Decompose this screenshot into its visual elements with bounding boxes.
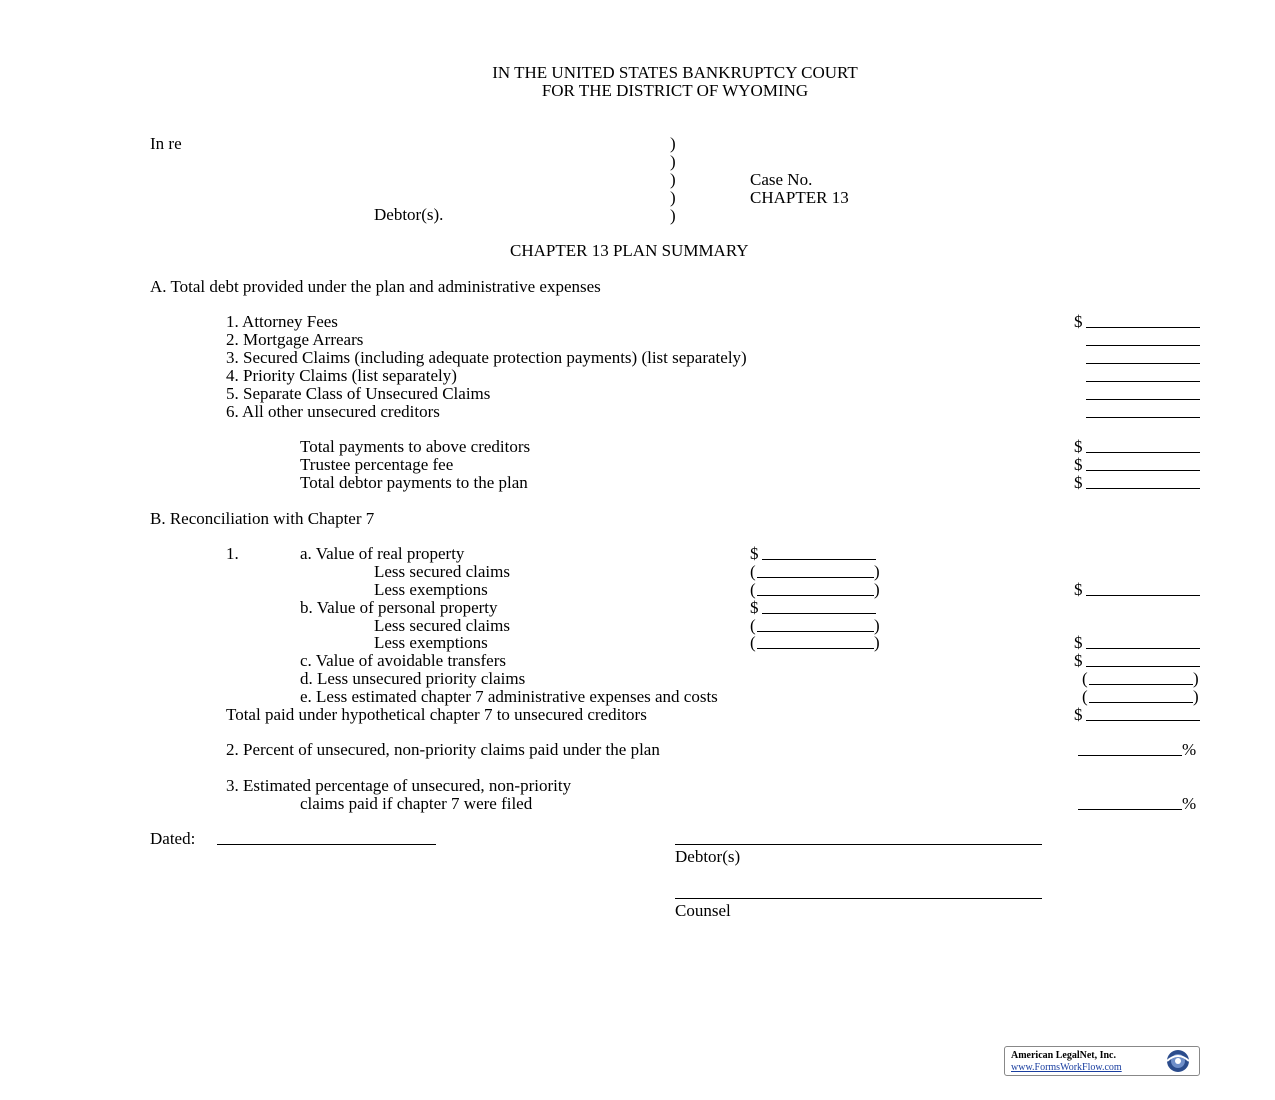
counsel-signature-line[interactable] bbox=[675, 884, 1042, 899]
court-district: FOR THE DISTRICT OF WYOMING bbox=[541, 81, 809, 100]
total-hypothetical-label: Total paid under hypothetical chapter 7 to unsecured creditors bbox=[226, 705, 647, 724]
dollar-sign: $ bbox=[1074, 633, 1083, 652]
date-input[interactable] bbox=[217, 830, 436, 845]
item-attorney-fees: 1. Attorney Fees bbox=[226, 312, 338, 331]
debtor-signature-label: Debtor(s) bbox=[675, 847, 741, 866]
item-secured-claims: 3. Secured Claims (including adequate protection payments) (list separately) bbox=[226, 348, 747, 367]
percent-paid-plan-label: 2. Percent of unsecured, non-priority claims paid under the plan bbox=[226, 740, 660, 759]
in-re-label: In re bbox=[150, 134, 182, 153]
other-unsecured-input[interactable] bbox=[1086, 403, 1200, 418]
real-property-label: a. Value of real property bbox=[300, 544, 465, 563]
avoidable-transfers-label: c. Value of avoidable transfers bbox=[300, 651, 506, 670]
admin-expenses-deduct-input[interactable] bbox=[1089, 688, 1193, 703]
dated-label: Dated: bbox=[150, 829, 196, 848]
close-paren: ) bbox=[1193, 687, 1199, 706]
estimated-percentage-input[interactable] bbox=[1078, 795, 1182, 810]
personal-net-input[interactable] bbox=[1086, 634, 1200, 649]
dollar-sign: $ bbox=[1074, 455, 1083, 474]
dollar-sign: $ bbox=[1074, 580, 1083, 599]
item-1-number: 1. bbox=[226, 544, 239, 563]
separate-class-input[interactable] bbox=[1086, 385, 1200, 400]
item-other-unsecured: 6. All other unsecured creditors bbox=[226, 402, 440, 421]
case-no-label: Case No. bbox=[750, 170, 813, 189]
real-property-value-input[interactable] bbox=[762, 545, 876, 560]
item-separate-class: 5. Separate Class of Unsecured Claims bbox=[226, 384, 491, 403]
total-hypothetical-input[interactable] bbox=[1086, 706, 1200, 721]
total-debtor-payments-label: Total debtor payments to the plan bbox=[300, 473, 528, 492]
open-paren: ( bbox=[750, 562, 756, 581]
mortgage-arrears-input[interactable] bbox=[1086, 331, 1200, 346]
total-payments-input[interactable] bbox=[1086, 438, 1200, 453]
secured-claims-input[interactable] bbox=[1086, 349, 1200, 364]
open-paren: ( bbox=[750, 616, 756, 635]
dollar-sign: $ bbox=[750, 598, 759, 617]
caption-paren: ) bbox=[670, 170, 676, 189]
open-paren: ( bbox=[1082, 687, 1088, 706]
priority-claims-input[interactable] bbox=[1086, 367, 1200, 382]
dollar-sign: $ bbox=[1074, 651, 1083, 670]
percent-paid-plan-input[interactable] bbox=[1078, 741, 1182, 756]
open-paren: ( bbox=[750, 633, 756, 652]
open-paren: ( bbox=[1082, 669, 1088, 688]
caption-paren: ) bbox=[670, 188, 676, 207]
item-priority-claims: 4. Priority Claims (list separately) bbox=[226, 366, 457, 385]
attorney-fees-input[interactable] bbox=[1086, 313, 1200, 328]
caption-paren: ) bbox=[670, 206, 676, 225]
percent-sign: % bbox=[1182, 740, 1197, 759]
debtors-caption-label: Debtor(s). bbox=[374, 205, 444, 224]
priority-claims-label: d. Less unsecured priority claims bbox=[300, 669, 526, 688]
dollar-sign: $ bbox=[1074, 473, 1083, 492]
total-debtor-payments-input[interactable] bbox=[1086, 474, 1200, 489]
real-secured-claims-input[interactable] bbox=[757, 563, 874, 578]
real-net-input[interactable] bbox=[1086, 581, 1200, 596]
dollar-sign: $ bbox=[1074, 705, 1083, 724]
dollar-sign: $ bbox=[1074, 312, 1083, 331]
globe-icon bbox=[1161, 1048, 1195, 1074]
personal-property-label: b. Value of personal property bbox=[300, 598, 498, 617]
dollar-sign: $ bbox=[1074, 437, 1083, 456]
chapter-label: CHAPTER 13 bbox=[750, 188, 849, 207]
caption-paren: ) bbox=[670, 134, 676, 153]
caption-paren: ) bbox=[670, 152, 676, 171]
debtor-signature-line[interactable] bbox=[675, 830, 1042, 845]
less-exemptions-label: Less exemptions bbox=[374, 633, 488, 652]
priority-claims-deduct-input[interactable] bbox=[1089, 670, 1193, 685]
total-payments-label: Total payments to above creditors bbox=[300, 437, 531, 456]
admin-expenses-label: e. Less estimated chapter 7 administrative expenses and costs bbox=[300, 687, 718, 706]
open-paren: ( bbox=[750, 580, 756, 599]
item-mortgage-arrears: 2. Mortgage Arrears bbox=[226, 330, 364, 349]
close-paren: ) bbox=[874, 633, 880, 652]
logo-company-name: American LegalNet, Inc. bbox=[1011, 1050, 1116, 1061]
section-b-heading: B. Reconciliation with Chapter 7 bbox=[150, 509, 375, 528]
less-secured-label: Less secured claims bbox=[374, 616, 510, 635]
real-exemptions-input[interactable] bbox=[757, 581, 874, 596]
counsel-signature-label: Counsel bbox=[675, 901, 731, 920]
personal-property-value-input[interactable] bbox=[762, 599, 876, 614]
estimated-percentage-label-cont: claims paid if chapter 7 were filed bbox=[300, 794, 533, 813]
personal-secured-claims-input[interactable] bbox=[757, 617, 874, 632]
trustee-fee-input[interactable] bbox=[1086, 456, 1200, 471]
dollar-sign: $ bbox=[750, 544, 759, 563]
page-title: CHAPTER 13 PLAN SUMMARY bbox=[510, 241, 749, 260]
close-paren: ) bbox=[1193, 669, 1199, 688]
avoidable-transfers-input[interactable] bbox=[1086, 652, 1200, 667]
percent-sign: % bbox=[1182, 794, 1197, 813]
personal-exemptions-input[interactable] bbox=[757, 634, 874, 649]
estimated-percentage-label: 3. Estimated percentage of unsecured, non-priority bbox=[226, 776, 572, 795]
section-a-heading: A. Total debt provided under the plan and administrative expenses bbox=[150, 277, 601, 296]
close-paren: ) bbox=[874, 562, 880, 581]
court-name: IN THE UNITED STATES BANKRUPTCY COURT bbox=[492, 63, 858, 82]
legalnet-logo[interactable] bbox=[1004, 1046, 1200, 1076]
trustee-fee-label: Trustee percentage fee bbox=[300, 455, 454, 474]
less-exemptions-label: Less exemptions bbox=[374, 580, 488, 599]
close-paren: ) bbox=[874, 616, 880, 635]
logo-url-link[interactable]: www.FormsWorkFlow.com bbox=[1011, 1062, 1122, 1073]
less-secured-label: Less secured claims bbox=[374, 562, 510, 581]
close-paren: ) bbox=[874, 580, 880, 599]
